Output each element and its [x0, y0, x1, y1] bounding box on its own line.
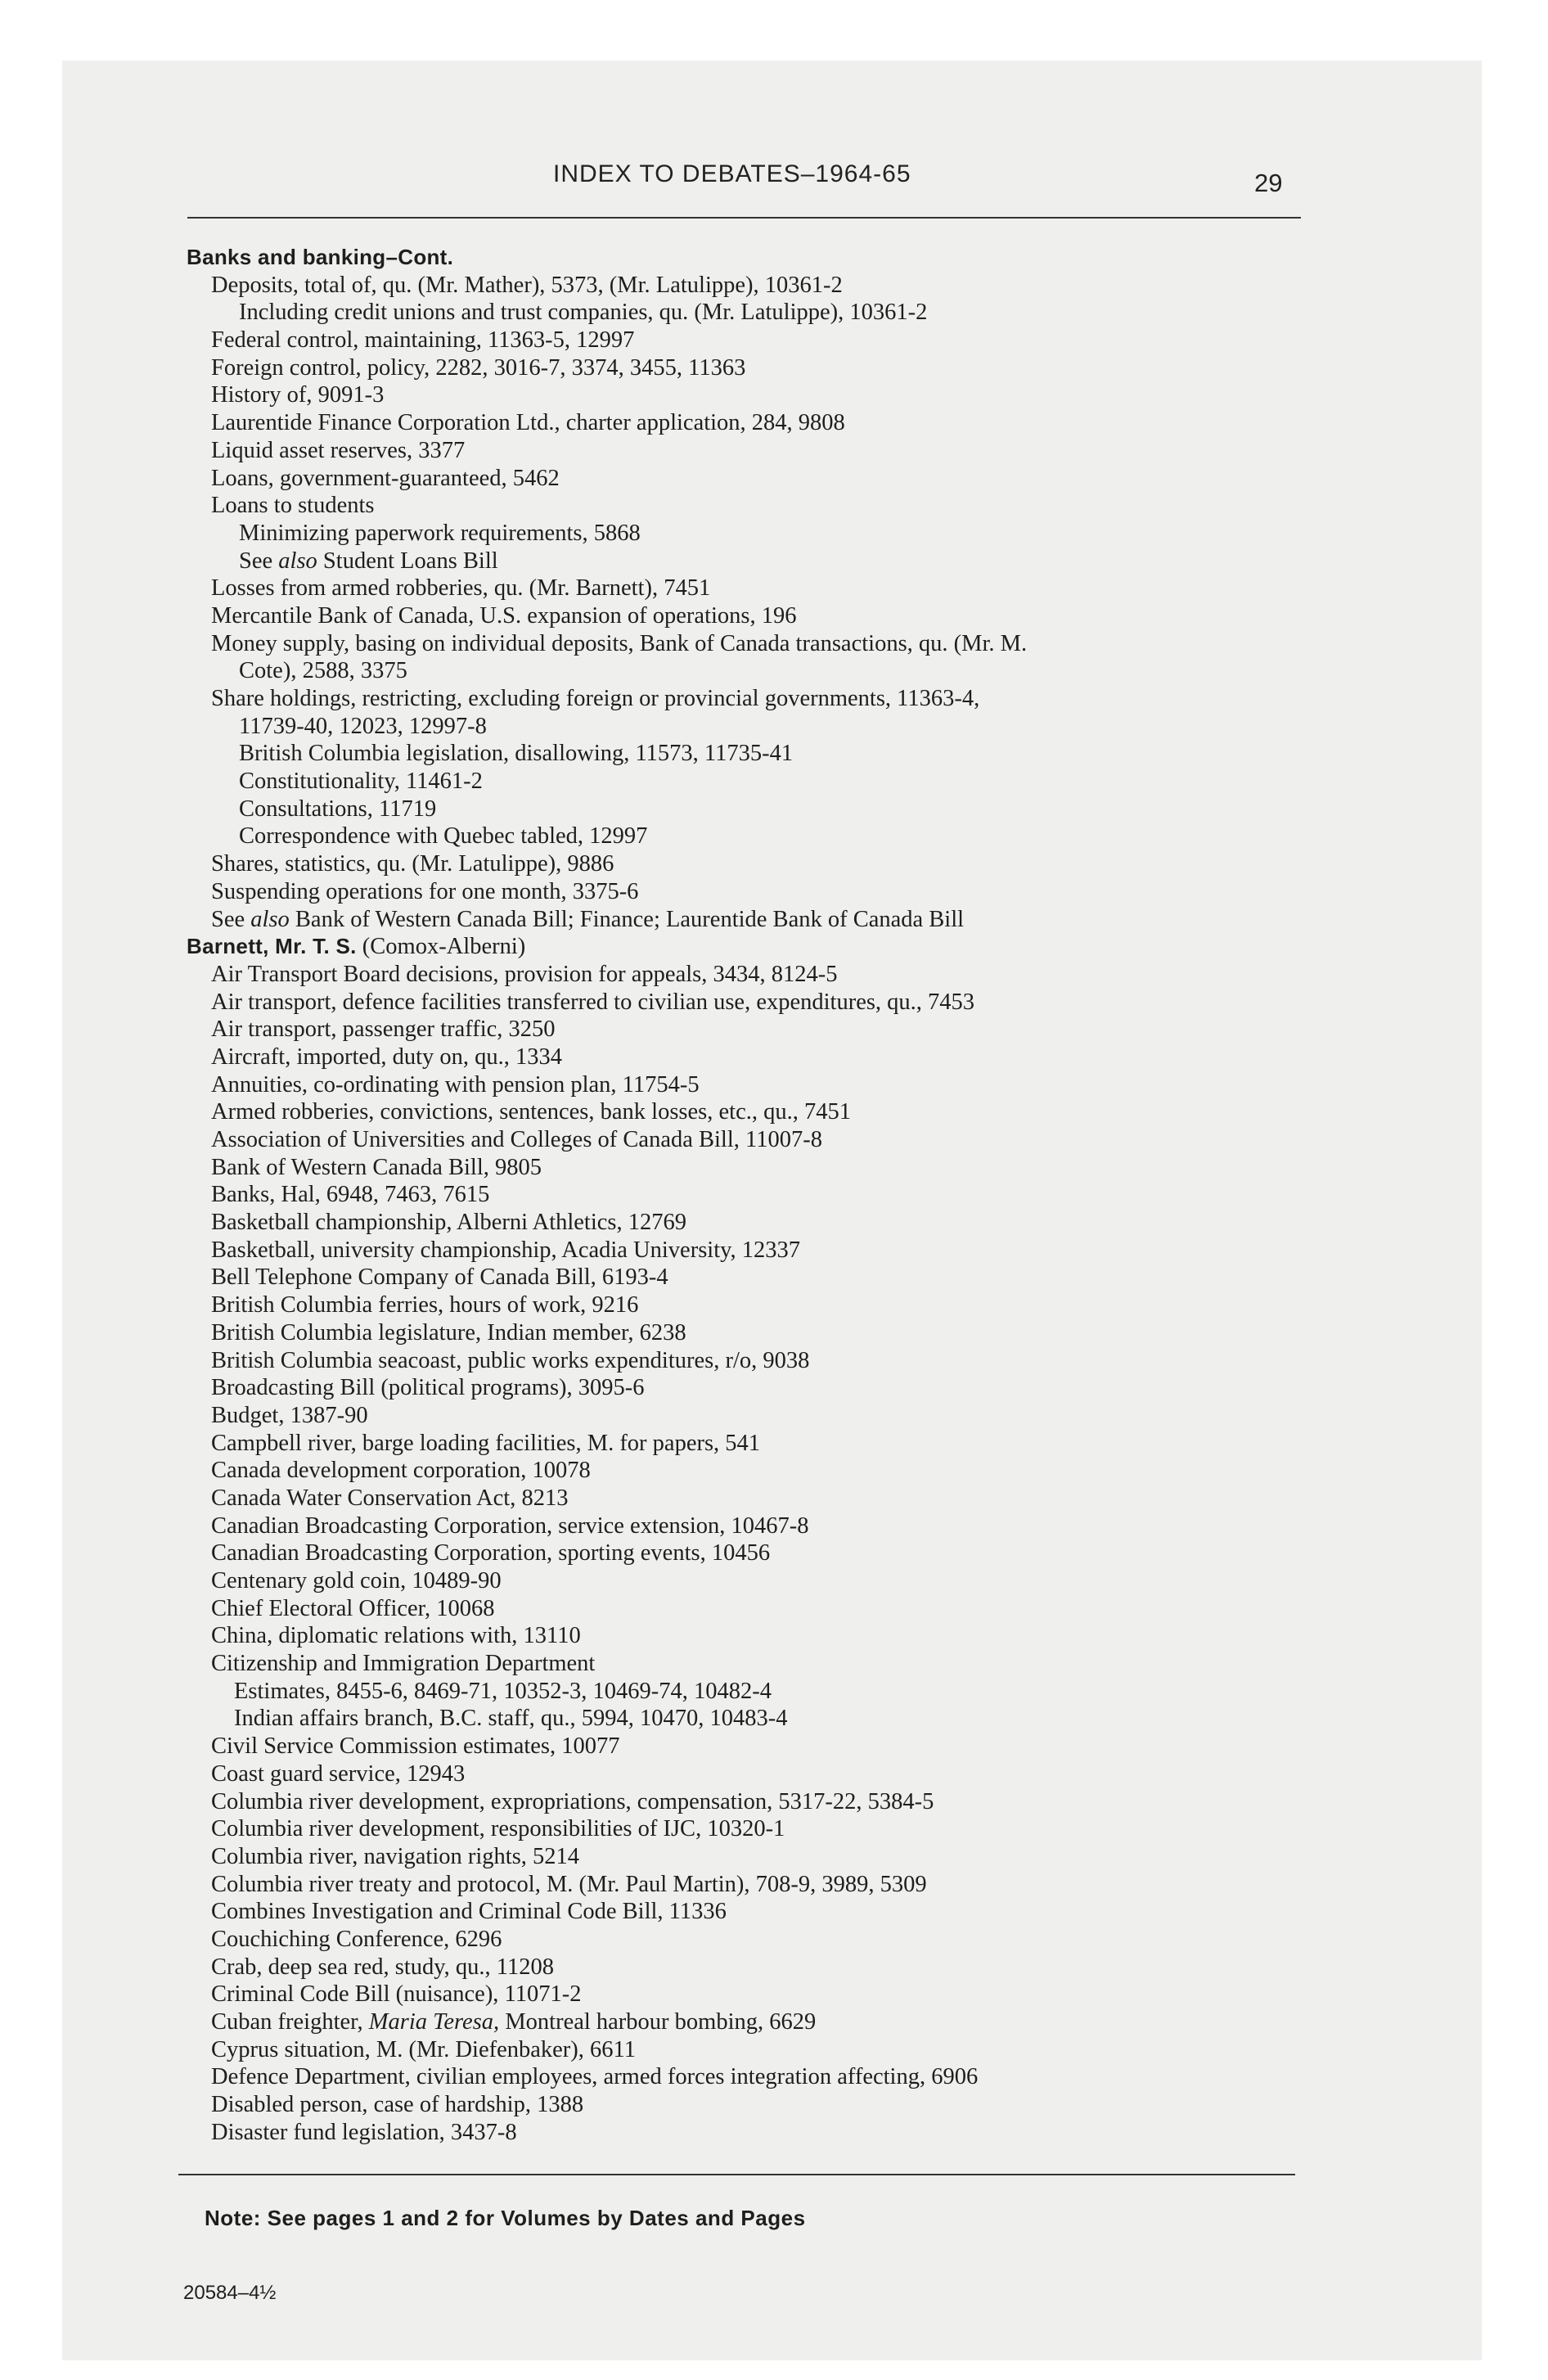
index-entry: Bell Telephone Company of Canada Bill, 6193-4 — [211, 1264, 668, 1291]
index-entries — [187, 244, 1348, 2146]
index-entry — [187, 244, 1348, 272]
entry-text: Montreal harbour bombing, 6629 — [499, 2009, 817, 2035]
index-entry: Coast guard service, 12943 — [211, 1760, 466, 1787]
index-entry: Constitutionality, 11461-2 — [239, 769, 483, 795]
page-number: 29 — [1254, 169, 1283, 197]
index-entry: Aircraft, imported, duty on, qu., 1334 — [211, 1044, 563, 1070]
index-entry: Disabled person, case of hardship, 1388 — [211, 2092, 584, 2118]
running-header: INDEX TO DEBATES–1964-65 — [553, 160, 911, 187]
entry-italic: Maria Teresa, — [368, 2009, 500, 2035]
index-entry: Armed robberies, convictions, sentences, bank losses, etc., qu., 7451 — [211, 1099, 851, 1125]
index-entry: Broadcasting Bill (political programs), 3095-6 — [211, 1375, 645, 1401]
index-entry: History of, 9091-3 — [211, 382, 385, 408]
index-entry: British Columbia legislature, Indian member, 6238 — [211, 1319, 686, 1346]
entry-text: See — [239, 548, 279, 574]
index-entry: Budget, 1387-90 — [211, 1402, 368, 1428]
entry-heading: Barnett, Mr. T. S. — [187, 934, 357, 959]
index-entry: British Columbia legislation, disallowing, 11573, 11735-41 — [239, 741, 794, 767]
index-entry: Air transport, passenger traffic, 3250 — [211, 1016, 556, 1043]
index-entry: Crab, deep sea red, study, qu., 11208 — [211, 1954, 554, 1980]
index-entry: 11739-40, 12023, 12997-8 — [239, 713, 487, 739]
entry-text: Bank of Western Canada Bill; Finance; Laurentide Bank of Canada Bill — [289, 906, 965, 932]
entry-text: Cuban freighter, — [211, 2009, 369, 2035]
index-entry: Indian affairs branch, B.C. staff, qu., 5994, 10470, 10483-4 — [234, 1706, 788, 1732]
entry-text: See — [211, 906, 251, 932]
entry-italic: also — [278, 548, 317, 574]
index-entry: Columbia river treaty and protocol, M. (Mr. Paul Martin), 708-9, 3989, 5309 — [211, 1871, 927, 1897]
index-entry: Basketball, university championship, Acadia University, 12337 — [211, 1237, 801, 1263]
footer-rule — [178, 2174, 1295, 2175]
index-entry: Criminal Code Bill (nuisance), 11071-2 — [211, 1981, 582, 2008]
index-entry: Bank of Western Canada Bill, 9805 — [211, 1154, 542, 1180]
index-entry: Canadian Broadcasting Corporation, sporting events, 10456 — [211, 1540, 771, 1566]
index-entry: Including credit unions and trust companies, qu. (Mr. Latulippe), 10361-2 — [239, 300, 928, 326]
index-entry: Citizenship and Immigration Department — [211, 1651, 596, 1677]
volume-note: Note: See pages 1 and 2 for Volumes by Dates and Pages — [205, 2206, 806, 2230]
index-entry — [187, 2008, 1348, 2036]
index-entry: Estimates, 8455-6, 8469-71, 10352-3, 10469-74, 10482-4 — [234, 1678, 772, 1704]
index-entry: Defence Department, civilian employees, armed forces integration affecting, 6906 — [211, 2064, 979, 2090]
index-entry: Consultations, 11719 — [239, 796, 437, 822]
index-entry: Columbia river development, expropriations, compensation, 5317-22, 5384-5 — [211, 1788, 934, 1814]
index-entry: Shares, statistics, qu. (Mr. Latulippe), 9886 — [211, 851, 614, 877]
index-entry: Disaster fund legislation, 3437-8 — [211, 2119, 517, 2145]
entry-heading: Banks and banking–Cont. — [187, 245, 454, 269]
index-entry: Money supply, basing on individual deposits, Bank of Canada transactions, qu. (Mr. M. — [211, 630, 1028, 656]
index-entry: Suspending operations for one month, 3375-6 — [211, 878, 639, 904]
index-entry: Columbia river, navigation rights, 5214 — [211, 1843, 580, 1869]
index-entry: Basketball championship, Alberni Athletics, 12769 — [211, 1210, 687, 1236]
index-entry: Association of Universities and Colleges of Canada Bill, 11007-8 — [211, 1127, 822, 1152]
index-entry — [187, 548, 1348, 575]
index-entry: Couchiching Conference, 6296 — [211, 1926, 502, 1952]
index-entry: Civil Service Commission estimates, 10077 — [211, 1733, 620, 1760]
index-entry: British Columbia seacoast, public works expenditures, r/o, 9038 — [211, 1347, 810, 1373]
entry-text: Student Loans Bill — [317, 548, 498, 574]
index-entry — [187, 906, 1348, 934]
index-entry: Canada Water Conservation Act, 8213 — [211, 1485, 569, 1511]
header-rule — [187, 217, 1301, 219]
index-entry: Banks, Hal, 6948, 7463, 7615 — [211, 1182, 490, 1208]
index-entry: Losses from armed robberies, qu. (Mr. Barnett), 7451 — [211, 575, 711, 602]
index-entry: China, diplomatic relations with, 13110 — [211, 1623, 581, 1649]
index-entry: Deposits, total of, qu. (Mr. Mather), 5373, (Mr. Latulippe), 10361-2 — [211, 272, 843, 298]
index-entry: Minimizing paperwork requirements, 5868 — [239, 520, 641, 546]
index-entry: Liquid asset reserves, 3377 — [211, 437, 466, 463]
index-entry: Laurentide Finance Corporation Ltd., charter application, 284, 9808 — [211, 410, 845, 436]
index-entry: Foreign control, policy, 2282, 3016-7, 3374, 3455, 11363 — [211, 354, 746, 381]
index-entry: Chief Electoral Officer, 10068 — [211, 1595, 495, 1621]
index-entry: British Columbia ferries, hours of work, 9216 — [211, 1292, 639, 1318]
index-entry: Combines Investigation and Criminal Code Bill, 11336 — [211, 1899, 727, 1925]
entry-text: (Comox-Alberni) — [356, 934, 526, 960]
index-entry: Share holdings, restricting, excluding foreign or provincial governments, 11363-4, — [211, 686, 980, 711]
entry-italic: also — [250, 906, 290, 932]
index-entry: Campbell river, barge loading facilities, M. for papers, 541 — [211, 1430, 761, 1456]
index-entry: Centenary gold coin, 10489-90 — [211, 1568, 502, 1593]
index-entry: Annuities, co-ordinating with pension plan, 11754-5 — [211, 1071, 700, 1098]
index-entry: Columbia river development, responsibilities of IJC, 10320-1 — [211, 1816, 785, 1842]
index-entry: Air Transport Board decisions, provision for appeals, 3434, 8124-5 — [211, 961, 838, 987]
index-entry: Cyprus situation, M. (Mr. Diefenbaker), 6611 — [211, 2036, 636, 2062]
index-entry: Canada development corporation, 10078 — [211, 1458, 591, 1484]
index-entry: Canadian Broadcasting Corporation, service extension, 10467-8 — [211, 1512, 809, 1539]
index-entry: Correspondence with Quebec tabled, 12997 — [239, 823, 648, 850]
printer-code: 20584–4½ — [183, 2282, 277, 2304]
index-entry: Cote), 2588, 3375 — [239, 658, 407, 684]
index-entry — [187, 933, 1348, 961]
index-entry: Federal control, maintaining, 11363-5, 12997 — [211, 327, 635, 354]
index-entry: Air transport, defence facilities transferred to civilian use, expenditures, qu., 7453 — [211, 989, 975, 1015]
index-entry: Loans, government-guaranteed, 5462 — [211, 465, 560, 491]
index-entry: Mercantile Bank of Canada, U.S. expansion of operations, 196 — [211, 602, 797, 629]
index-entry: Loans to students — [211, 493, 375, 519]
